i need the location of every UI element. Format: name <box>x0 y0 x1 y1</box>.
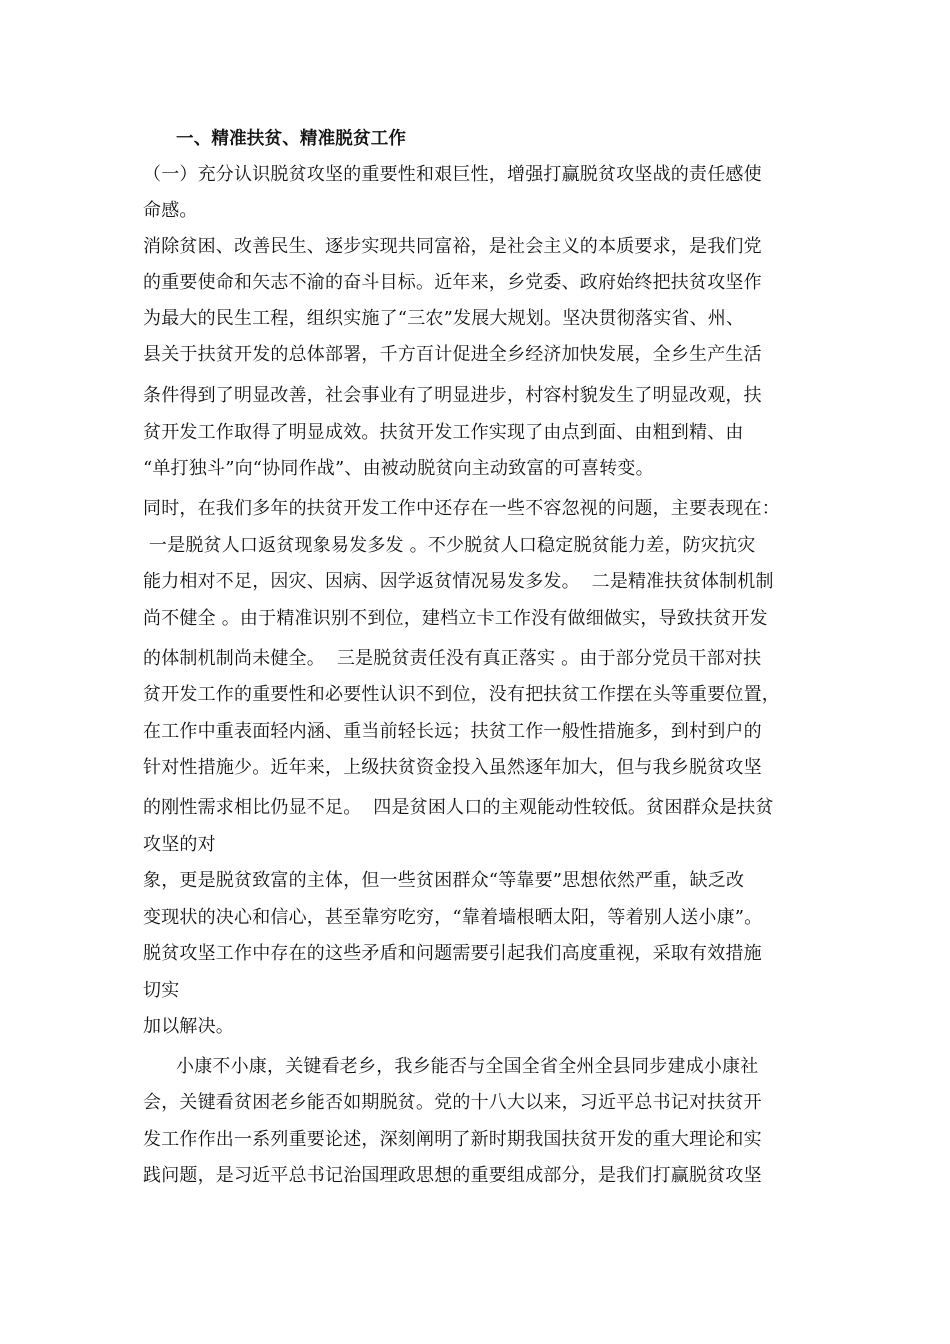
text-line: 象，更是脱贫致富的主体，但一些贫困群众“等靠要”思想依然严重，缺乏改 <box>143 870 745 891</box>
text-line: 发工作作出一系列重要论述，深刻阐明了新时期我国扶贫开发的重大理论和实 <box>143 1129 762 1150</box>
text-line: 的刚性需求相比仍显不足。 四是贫困人口的主观能动性较低。贫困群众是扶贫 <box>143 797 774 818</box>
text-line: 的重要使命和矢志不渝的奋斗目标。近年来，乡党委、政府始终把扶贫攻坚作 <box>143 272 762 293</box>
text-line: 加以解决。 <box>143 1016 234 1037</box>
text-line: 一是脱贫人口返贫现象易发多发 。不少脱贫人口稳定脱贫能力差，防灾抗灾 <box>143 535 756 556</box>
text-line: 践问题，是习近平总书记治国理政思想的重要组成部分，是我们打赢脱贫攻坚 <box>143 1165 762 1186</box>
text-line: 脱贫攻坚工作中存在的这些矛盾和问题需要引起我们高度重视，采取有效措施 <box>143 943 762 964</box>
section-heading: 一、精准扶贫、精准脱贫工作 <box>176 129 407 149</box>
text-line: “单打独斗”向“协同作战”、由被动脱贫向主动致富的可喜转变。 <box>143 458 654 479</box>
text-line: 变现状的决心和信心，甚至靠穷吃穷，“靠着墙根晒太阳，等着别人送小康”。 <box>143 907 763 928</box>
text-line: 尚不健全 。由于精准识别不到位，建档立卡工作没有做细做实，导致扶贫开发 <box>143 608 768 629</box>
text-line: 县关于扶贫开发的总体部署，千方百计促进全乡经济加快发展，全乡生产生活 <box>143 344 762 365</box>
text-line: 攻坚的对 <box>143 834 216 855</box>
text-line: 能力相对不足，因灾、因病、因学返贫情况易发多发。 二是精准扶贫体制机制 <box>143 571 774 592</box>
text-line: 贫开发工作取得了明显成效。扶贫开发工作实现了由点到面、由粗到精、由 <box>143 422 744 443</box>
text-line: 的体制机制尚未健全。 三是脱贫责任没有真正落实 。由于部分党员干部对扶 <box>143 648 762 669</box>
text-line: （一）充分认识脱贫攻坚的重要性和艰巨性，增强打赢脱贫攻坚战的责任感使 <box>143 164 762 185</box>
text-line: 同时，在我们多年的扶贫开发工作中还存在一些不容忽视的问题，主要表现在： <box>143 498 780 519</box>
text-line: 小康不小康，关键看老乡，我乡能否与全国全省全州全县同步建成小康社 <box>176 1056 759 1077</box>
text-line: 切实 <box>143 980 180 1001</box>
text-line: 贫开发工作的重要性和必要性认识不到位，没有把扶贫工作摆在头等重要位置， <box>143 684 780 705</box>
text-line: 为最大的民生工程，组织实施了“三农”发展大规划。坚决贯彻落实省、州、 <box>143 308 745 329</box>
text-line: 消除贫困、改善民生、逐步实现共同富裕，是社会主义的本质要求，是我们党 <box>143 236 762 257</box>
text-line: 条件得到了明显改善，社会事业有了明显进步，村容村貌发生了明显改观，扶 <box>143 385 762 406</box>
text-line: 会，关键看贫困老乡能否如期脱贫。党的十八大以来，习近平总书记对扶贫开 <box>143 1092 762 1113</box>
text-line: 命感。 <box>143 200 198 221</box>
text-line: 在工作中重表面轻内涵、重当前轻长远；扶贫工作一般性措施多，到村到户的 <box>143 721 762 742</box>
text-line: 针对性措施少。近年来，上级扶贫资金投入虽然逐年加大，但与我乡脱贫攻坚 <box>143 757 762 778</box>
